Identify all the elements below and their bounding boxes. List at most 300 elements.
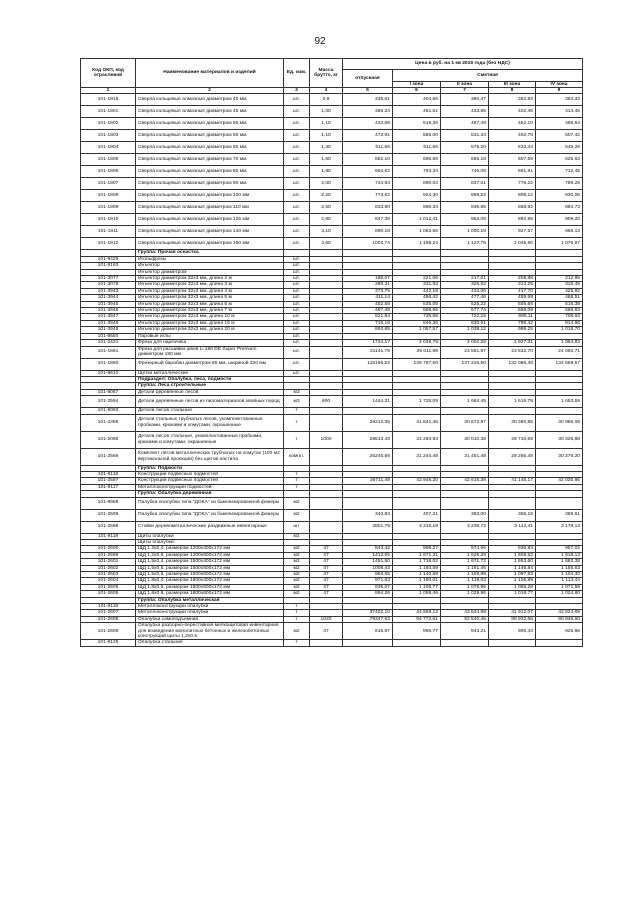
price-zone2-cell: 325,92: [441, 282, 489, 288]
table-row: [81, 190, 583, 202]
unit-cell: шт.: [284, 166, 310, 178]
price-zone2-cell: 974,96: [441, 546, 489, 552]
price-zone3-cell: 132 086,48: [489, 358, 536, 370]
price-zone1-cell: 966,77: [393, 623, 441, 640]
code-cell: 101-9163: [81, 263, 136, 269]
price-release-cell: 186,07: [343, 276, 393, 282]
price-zone1-cell: 793,34: [393, 166, 441, 178]
price-release-cell: [343, 640, 393, 646]
mass-cell: 2,20: [310, 190, 343, 202]
name-cell: Детали стальных трубчатых лесов, укомплектованные пробками, крюками и хомутами, окрашенные: [136, 414, 284, 431]
price-zone3-cell: 492,78: [489, 130, 536, 142]
price-zone2-cell: 577,74: [441, 308, 489, 314]
price-zone3-cell: 533,44: [489, 142, 536, 154]
code-cell: 101-9429: [81, 256, 136, 262]
price-zone3-cell: 30 380,85: [489, 414, 536, 431]
price-zone3-cell: 3 112,41: [489, 521, 536, 533]
header-zone4: IV зона: [536, 81, 583, 87]
header-zone1: I зона: [393, 81, 441, 87]
price-zone3-cell: 695,11: [489, 314, 536, 320]
name-cell: Фреза для расшивки швов Li 180 DE Super Premium диаметром 180 мм: [136, 346, 284, 358]
code-cell: 101-9610: [81, 370, 136, 376]
code-cell: 101-9550: [81, 333, 136, 339]
price-zone1-cell: 31 841,46: [393, 414, 441, 431]
price-zone2-cell: 1 109,88: [441, 572, 489, 578]
column-number: 6: [393, 88, 441, 94]
price-release-cell: 582,10: [343, 154, 393, 166]
table-row: [81, 154, 583, 166]
price-zone4-cell: 625,63: [536, 154, 583, 166]
header-zone3: III зона: [489, 81, 536, 87]
price-zone2-cell: 1 684,45: [441, 396, 489, 408]
price-zone1-cell: 331,93: [393, 282, 441, 288]
name-cell: Комплект лесов металлических трубчатых на хомутах (100 м2 вертикальной проекции) без щитов настила: [136, 448, 284, 465]
price-zone1-cell: [393, 640, 441, 646]
price-zone4-cell: [536, 497, 583, 509]
price-zone1-cell: 2 039,79: [393, 340, 441, 346]
price-zone2-cell: 2 002,28: [441, 340, 489, 346]
price-zone1-cell: 442,18: [393, 288, 441, 294]
price-zone2-cell: 137 226,50: [441, 358, 489, 370]
price-zone1-cell: 25 011,98: [393, 346, 441, 358]
table-row: [81, 346, 583, 358]
price-zone2-cell: 1 119,03: [441, 578, 489, 584]
code-cell: 101-2599: [81, 552, 136, 558]
price-zone4-cell: 712,45: [536, 166, 583, 178]
table-row: [81, 214, 583, 226]
price-zone2-cell: 1 161,46: [441, 565, 489, 571]
name-cell: Сверла кольцевые алмазные диаметром 45 мм: [136, 106, 284, 118]
name-cell: Сверла кольцевые алмазные диаметром 110 мм: [136, 202, 284, 214]
name-cell: Сверла кольцевые алмазные диаметром 100 мм: [136, 190, 284, 202]
name-cell: Инъектор диаметром 32х3 мм, длина 4 м: [136, 288, 284, 294]
price-zone2-cell: 92 540,45: [441, 616, 489, 622]
price-zone2-cell: 575,20: [441, 142, 489, 154]
name-cell: Металлоконструкции опалубки: [136, 610, 284, 616]
code-cell: 101-1908: [81, 190, 136, 202]
code-cell: 101-1909: [81, 202, 136, 214]
price-zone2-cell: 1 127,78: [441, 238, 489, 250]
price-zone3-cell: 556,09: [489, 308, 536, 314]
table-row: [81, 94, 583, 106]
code-cell: 101-1911: [81, 226, 136, 238]
price-zone3-cell: 452,10: [489, 118, 536, 130]
mass-cell: [310, 346, 343, 358]
table-body: [81, 94, 583, 646]
unit-cell: шт.: [284, 154, 310, 166]
price-zone4-cell: 363,33: [536, 94, 583, 106]
header-zone2: II зона: [441, 81, 489, 87]
mass-cell: 1,10: [310, 118, 343, 130]
mass-cell: 47: [310, 623, 343, 640]
name-cell: Инъектор диаметром 32х3 мм, длина 15 м: [136, 320, 284, 326]
mass-cell: 47: [310, 584, 343, 590]
code-cell: 101-1902: [81, 118, 136, 130]
price-zone1-cell: 611,65: [393, 142, 441, 154]
unit-cell: шт.: [284, 358, 310, 370]
unit-cell: м2: [284, 533, 310, 539]
price-release-cell: 411,14: [343, 295, 393, 301]
header-unit: Ед. изм.: [284, 59, 310, 88]
price-zone3-cell: 417,70: [489, 288, 536, 294]
price-zone4-cell: 30 326,88: [536, 431, 583, 448]
price-zone2-cell: 434,06: [441, 288, 489, 294]
code-cell: 101-2566: [81, 448, 136, 465]
price-zone3-cell: 208,88: [489, 276, 536, 282]
unit-cell: шт.: [284, 333, 310, 339]
code-cell: 101-1910: [81, 214, 136, 226]
price-zone1-cell: 461,51: [393, 106, 441, 118]
price-zone1-cell: 1 671,31: [393, 552, 441, 558]
name-cell: Инъектор диаметром 32х3 мм, длина 6 м: [136, 301, 284, 307]
name-cell: Инъектор диаметром: [136, 269, 284, 275]
code-cell: 101-2086: [81, 431, 136, 448]
price-zone1-cell: 404,56: [393, 94, 441, 106]
table-row: [81, 509, 583, 521]
name-cell: Сверла кольцевые алмазные диаметром 125 мм: [136, 214, 284, 226]
unit-cell: шт.: [284, 308, 310, 314]
price-zone2-cell: 952,08: [441, 214, 489, 226]
price-release-cell: 29212,35: [343, 414, 393, 431]
price-zone3-cell: 868,92: [489, 202, 536, 214]
price-zone1-cell: 1 725,09: [393, 396, 441, 408]
price-zone1-cell: 924,30: [393, 190, 441, 202]
price-zone3-cell: 402,46: [489, 106, 536, 118]
table-row: [81, 106, 583, 118]
price-release-cell: 971,63: [343, 578, 393, 584]
unit-cell: шт.: [284, 346, 310, 358]
unit-cell: шт: [284, 521, 310, 533]
name-cell: Группа: Опалубка деревянная: [136, 491, 284, 497]
code-cell: 101-2597: [81, 478, 136, 484]
table-row: [81, 142, 583, 154]
unit-cell: шт.: [284, 263, 310, 269]
price-release-cell: 773,62: [343, 190, 393, 202]
name-cell: Детали лесов стальные, укомплектованные пробками, крюками и хомутами, окрашенные: [136, 431, 284, 448]
unit-cell: м2: [284, 591, 310, 597]
code-cell: 101-3946: [81, 308, 136, 314]
name-cell: Сверла кольцевые алмазные диаметром 70 мм: [136, 154, 284, 166]
name-cell: Инъектор диаметром 32х3 мм, длина 7 м: [136, 308, 284, 314]
price-zone3-cell: 927,57: [489, 226, 536, 238]
code-cell: 101-9125: [81, 640, 136, 646]
table-row: [81, 226, 583, 238]
price-zone1-cell: 139 797,60: [393, 358, 441, 370]
unit-cell: шт.: [284, 340, 310, 346]
price-zone1-cell: 31 244,49: [393, 448, 441, 465]
price-zone2-cell: 869,22: [441, 190, 489, 202]
price-zone2-cell: 837,01: [441, 178, 489, 190]
column-number: 9: [536, 88, 583, 94]
code-cell: 101-9988: [81, 497, 136, 509]
price-zone3-cell: [489, 640, 536, 646]
name-cell: Группа: Прочая оснастка: [136, 250, 284, 256]
price-release-cell: 1003,74: [343, 238, 393, 250]
code-cell: 101-1903: [81, 130, 136, 142]
name-cell: Инъектор диаметром 32х3 мм, длина 20 м: [136, 327, 284, 333]
price-zone4-cell: 830,06: [536, 190, 583, 202]
price-zone1-cell: 1 193,59: [393, 565, 441, 571]
price-zone3-cell: 936,93: [489, 546, 536, 552]
price-release-cell: 452,59: [343, 301, 393, 307]
code-cell: 101-1904: [81, 142, 136, 154]
price-release-cell: 843,42: [343, 546, 393, 552]
price-zone4-cell: 468,51: [536, 295, 583, 301]
unit-cell: шт.: [284, 314, 310, 320]
price-zone4-cell: 549,26: [536, 142, 583, 154]
name-cell: Инъектор диаметром 32х3 мм, длина 5 м: [136, 295, 284, 301]
mass-cell: [310, 509, 343, 521]
code-cell: 101-2606: [81, 591, 136, 597]
table-row: [81, 178, 583, 190]
price-zone1-cell: 94 772,61: [393, 616, 441, 622]
unit-cell: шт.: [284, 282, 310, 288]
header-estimate: Сметная: [393, 70, 583, 82]
price-release-cell: 716,16: [343, 320, 393, 326]
mass-cell: 47: [310, 578, 343, 584]
unit-cell: шт.: [284, 288, 310, 294]
price-release-cell: 1008,43: [343, 565, 393, 571]
table-row: [81, 623, 583, 640]
mass-cell: 0,9: [310, 94, 343, 106]
price-release-cell: 894,26: [343, 591, 393, 597]
unit-cell: т: [284, 604, 310, 610]
price-zone1-cell: 1 718,02: [393, 559, 441, 565]
price-zone4-cell: 1 113,44: [536, 578, 583, 584]
unit-cell: м2: [284, 559, 310, 565]
price-zone3-cell: [489, 497, 536, 509]
header-mass: Масса брутто, кг: [310, 59, 343, 88]
price-zone2-cell: 217,01: [441, 276, 489, 282]
unit-cell: шт.: [284, 106, 310, 118]
unit-cell: м3: [284, 396, 310, 408]
price-zone3-cell: 906,43: [489, 623, 536, 640]
price-zone3-cell: 691,91: [489, 166, 536, 178]
code-cell: 101-3077: [81, 276, 136, 282]
price-release-cell: 37402,10: [343, 610, 393, 616]
mass-cell: 47: [310, 565, 343, 571]
table-row: [81, 497, 583, 509]
price-zone1-cell: 44 669,13: [393, 610, 441, 616]
table-row: [81, 118, 583, 130]
price-zone2-cell: 42 615,38: [441, 478, 489, 484]
mass-cell: 1,80: [310, 166, 343, 178]
unit-cell: шт.: [284, 94, 310, 106]
price-zone4-cell: 1 024,80: [536, 591, 583, 597]
price-zone1-cell: 588,56: [393, 308, 441, 314]
code-cell: 101-1905: [81, 154, 136, 166]
price-zone2-cell: 1 626,28: [441, 552, 489, 558]
price-release-cell: 1444,31: [343, 396, 393, 408]
price-zone2-cell: 1 076,96: [441, 584, 489, 590]
code-cell: 101-1901: [81, 106, 136, 118]
price-zone3-cell: 505,55: [489, 301, 536, 307]
price-zone1-cell: 31 284,93: [393, 431, 441, 448]
price-zone3-cell: 799,42: [489, 320, 536, 326]
name-cell: ЩД 1,5х0,6, размером 1500х600х172 мм: [136, 572, 284, 578]
name-cell: Инъектор диаметром 32х3 мм, длина 10 м: [136, 314, 284, 320]
mass-cell: [310, 521, 343, 533]
name-cell: Паровые иглы: [136, 333, 284, 339]
name-cell: Опалубка разборно-переставная мелкощитовая инвентарная для возведения монолитных бетонных и железобетонных конструкций щиты 1,2х0,5: [136, 623, 284, 640]
column-number: 4: [310, 88, 343, 94]
price-zone3-cell: 352,83: [489, 94, 536, 106]
price-release-cell: 621,84: [343, 314, 393, 320]
price-release-cell: 890,18: [343, 226, 393, 238]
name-cell: ЩД 1,8х0,4, размером 1800х400х172 мм: [136, 578, 284, 584]
unit-cell: т: [284, 616, 310, 622]
name-cell: Металлоконструкции подмостей: [136, 484, 284, 490]
name-cell: ЩД 1,8х0,6, размером 1800х600х172 мм: [136, 591, 284, 597]
price-zone4-cell: 42 030,95: [536, 478, 583, 484]
price-release-cell: 119166,22: [343, 358, 393, 370]
price-zone2-cell: 943,21: [441, 623, 489, 640]
price-release-cell: 744,94: [343, 178, 393, 190]
header-code: Код ОКП, код отраслевой: [81, 59, 136, 88]
price-zone3-cell: 806,12: [489, 190, 536, 202]
code-cell: 101-9117: [81, 484, 136, 490]
unit-cell: т: [284, 610, 310, 616]
price-zone3-cell: 313,25: [489, 282, 536, 288]
table-row: [81, 166, 583, 178]
table-row: [81, 396, 583, 408]
price-zone4-cell: 1 155,63: [536, 565, 583, 571]
code-cell: 101-1907: [81, 178, 136, 190]
mass-cell: 2,80: [310, 214, 343, 226]
code-cell: 101-9118: [81, 471, 136, 477]
mass-cell: [310, 448, 343, 465]
price-zone3-cell: 607,59: [489, 154, 536, 166]
name-cell: Группа: Опалубка металлическая: [136, 597, 284, 603]
price-zone4-cell: 30 965,09: [536, 414, 583, 431]
price-zone2-cell: 30 010,38: [441, 431, 489, 448]
code-cell: 101-3944: [81, 295, 136, 301]
mass-cell: [310, 640, 343, 646]
price-zone4-cell: 1 018,70: [536, 327, 583, 333]
price-zone3-cell: 1 097,83: [489, 572, 536, 578]
price-zone2-cell: 487,49: [441, 118, 489, 130]
price-zone1-cell: 518,36: [393, 118, 441, 130]
table-row: [81, 358, 583, 370]
price-zone2-cell: 24 551,97: [441, 346, 489, 358]
unit-cell: шт.: [284, 118, 310, 130]
price-zone1-cell: 407,21: [393, 509, 441, 521]
name-cell: Группа: Леса строительные: [136, 383, 284, 389]
price-zone4-cell: 1 071,59: [536, 584, 583, 590]
price-zone4-cell: 30 276,20: [536, 448, 583, 465]
price-release-cell: 1451,50: [343, 559, 393, 565]
price-release-cell: 511,65: [343, 142, 393, 154]
price-zone4-cell: 708,63: [536, 314, 583, 320]
price-zone4-cell: 90 846,60: [536, 616, 583, 622]
price-zone1-cell: 565,00: [393, 130, 441, 142]
price-release-cell: 815,97: [343, 623, 393, 640]
price-zone4-cell: 1 104,30: [536, 572, 583, 578]
price-zone4-cell: 955,13: [536, 226, 583, 238]
mass-cell: 1,60: [310, 154, 343, 166]
price-zone4-cell: 3 178,13: [536, 521, 583, 533]
column-number: 3: [284, 88, 310, 94]
code-cell: 101-1916: [81, 94, 136, 106]
price-zone1-cell: 996,33: [393, 202, 441, 214]
code-cell: 101-1660: [81, 358, 136, 370]
unit-cell: шт.: [284, 269, 310, 275]
price-zone3-cell: 1 106,89: [489, 578, 536, 584]
mass-cell: 47: [310, 546, 343, 552]
price-release-cell: [343, 497, 393, 509]
code-cell: 101-2604: [81, 578, 136, 584]
unit-cell: м2: [284, 623, 310, 640]
price-zone4-cell: [536, 640, 583, 646]
price-zone2-cell: 31 451,49: [441, 448, 489, 465]
mass-cell: 3,10: [310, 226, 343, 238]
unit-cell: т: [284, 484, 310, 490]
code-cell: 101-2603: [81, 572, 136, 578]
price-release-cell: 1724,17: [343, 340, 393, 346]
code-cell: 101-2598: [81, 521, 136, 533]
code-cell: 101-2602: [81, 565, 136, 571]
price-zone2-cell: 936,95: [441, 202, 489, 214]
unit-cell: м2: [284, 565, 310, 571]
price-release-cell: 497,48: [343, 308, 393, 314]
price-zone4-cell: 507,42: [536, 130, 583, 142]
mass-cell: 1020: [310, 616, 343, 622]
unit-cell: шт.: [284, 178, 310, 190]
price-zone4-cell: 1 653,59: [536, 396, 583, 408]
unit-cell: м2: [284, 584, 310, 590]
price-zone4-cell: 414,45: [536, 106, 583, 118]
name-cell: Палубка опалубки типа "ДОКА" из бакелизированной фанеры: [136, 497, 284, 509]
column-number: 5: [343, 88, 393, 94]
price-zone2-cell: 43 634,98: [441, 610, 489, 616]
code-cell: 101-2600: [81, 546, 136, 552]
unit-cell: шт.: [284, 327, 310, 333]
price-zone1-cell: 735,68: [393, 314, 441, 320]
name-cell: ЩД 1,2х0,6, размером 1200х600х172 мм: [136, 552, 284, 558]
unit-cell: шт.: [284, 226, 310, 238]
name-cell: Щиты опалубки:: [136, 539, 284, 545]
name-cell: Сверла кольцевые алмазные диаметром 55 мм: [136, 130, 284, 142]
table-row: [81, 202, 583, 214]
name-cell: Конструкции подвесных подмостей: [136, 471, 284, 477]
unit-cell: т: [284, 640, 310, 646]
code-cell: 101-9119: [81, 604, 136, 610]
mass-cell: 1,00: [310, 106, 343, 118]
price-zone1-cell: 43 948,20: [393, 478, 441, 484]
price-zone2-cell: 1 671,73: [441, 559, 489, 565]
name-cell: Конструкции подвесных подмостей: [136, 478, 284, 484]
name-cell: Группа: Подмости: [136, 465, 284, 471]
price-release-cell: 963,65: [343, 572, 393, 578]
unit-cell: м2: [284, 509, 310, 521]
price-zone1-cell: 1 057,57: [393, 327, 441, 333]
price-zone2-cell: [441, 497, 489, 509]
code-cell: 101-9118: [81, 533, 136, 539]
table-row: [81, 431, 583, 448]
price-zone3-cell: 29 265,48: [489, 448, 536, 465]
price-zone4-cell: 957,02: [536, 546, 583, 552]
price-zone3-cell: 1 653,60: [489, 559, 536, 565]
name-cell: Игольфрезы: [136, 256, 284, 262]
price-release-cell: 21141,79: [343, 346, 393, 358]
mass-cell: 1,10: [310, 130, 343, 142]
price-zone4-cell: 134 659,57: [536, 358, 583, 370]
name-cell: Фреза для нарезчика: [136, 340, 284, 346]
name-cell: Сверла кольцевые алмазные диаметром 140 мм: [136, 226, 284, 238]
price-zone3-cell: 882,95: [489, 214, 536, 226]
price-zone4-cell: 465,54: [536, 118, 583, 130]
name-cell: Подраздел: Опалубка, леса, подмости: [136, 376, 284, 382]
